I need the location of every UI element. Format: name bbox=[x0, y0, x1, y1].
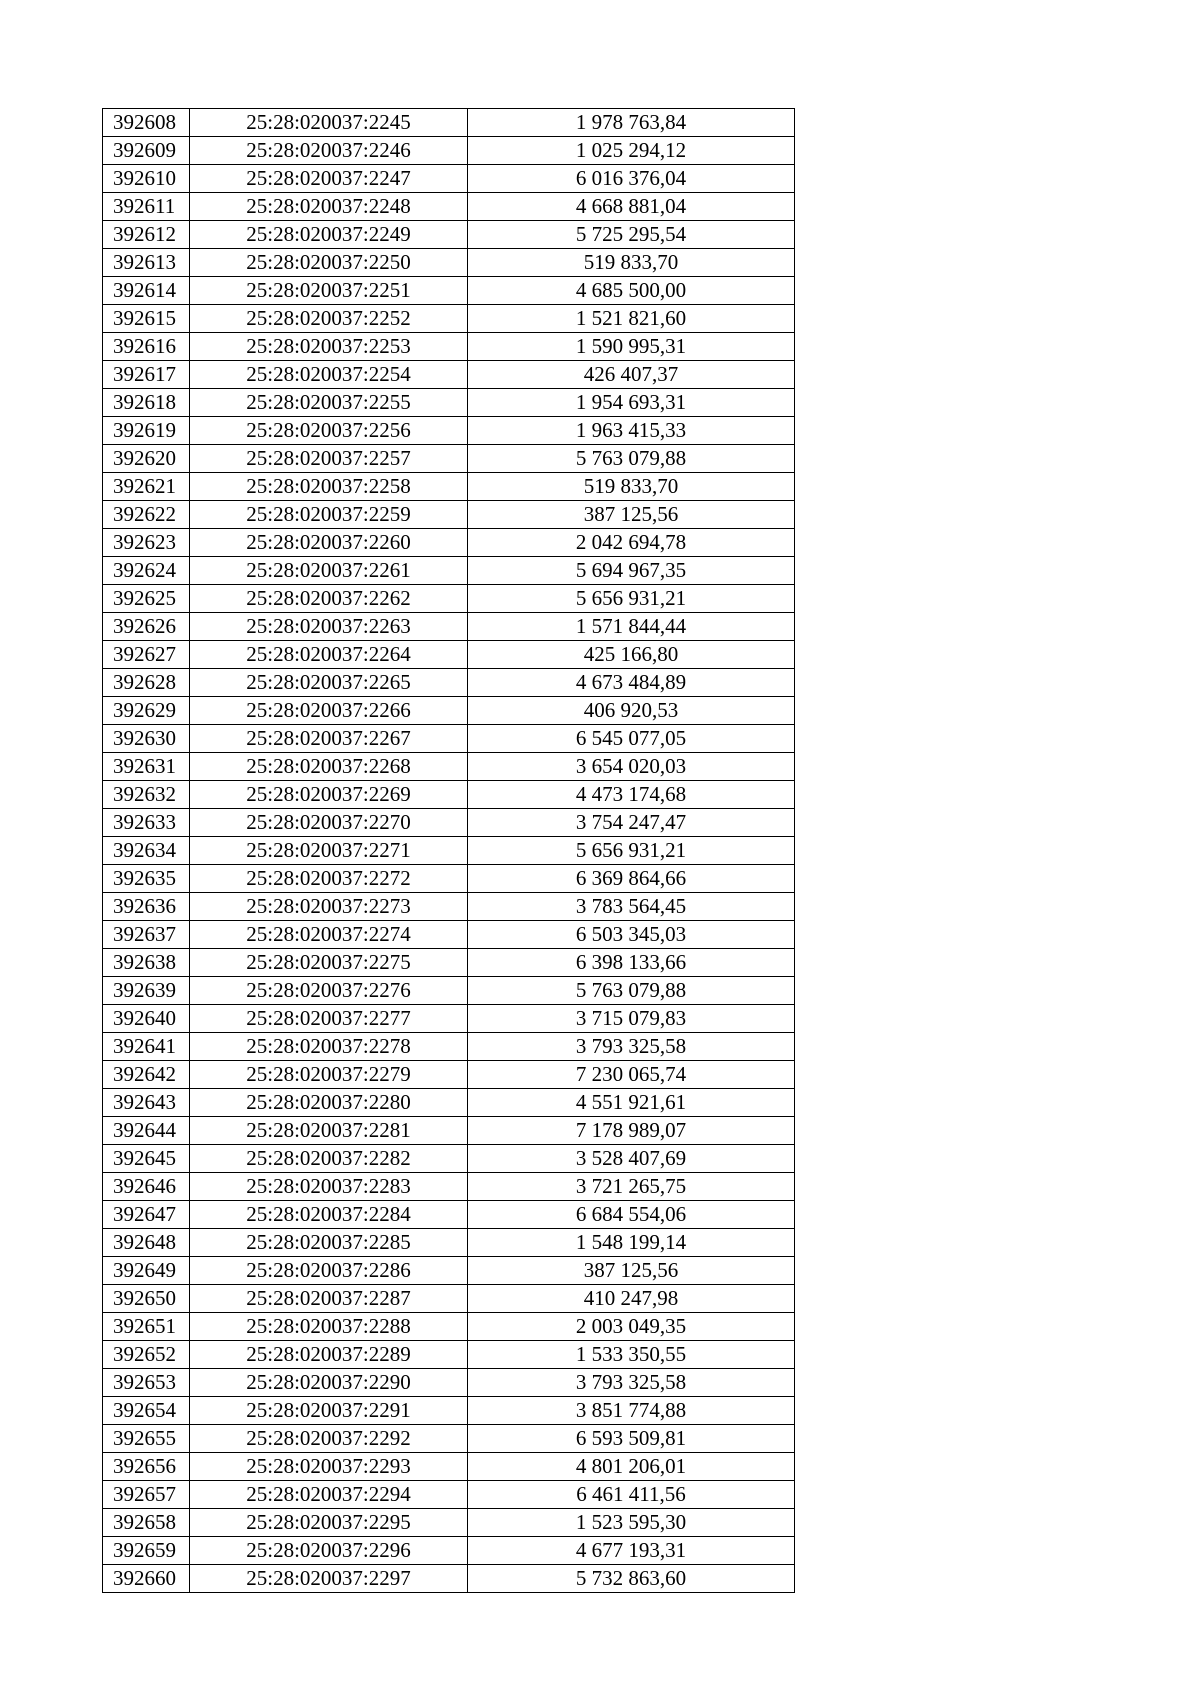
row-number-cell: 392612 bbox=[103, 221, 190, 249]
cadastral-number-cell: 25:28:020037:2286 bbox=[190, 1257, 468, 1285]
row-number-cell: 392644 bbox=[103, 1117, 190, 1145]
row-number-cell: 392621 bbox=[103, 473, 190, 501]
cadastral-number-cell: 25:28:020037:2278 bbox=[190, 1033, 468, 1061]
cadastral-number-cell: 25:28:020037:2285 bbox=[190, 1229, 468, 1257]
cadastral-value-cell: 6 369 864,66 bbox=[468, 865, 795, 893]
table-row bbox=[103, 781, 795, 809]
cadastral-value-cell: 5 732 863,60 bbox=[468, 1565, 795, 1593]
row-number-cell: 392660 bbox=[103, 1565, 190, 1593]
table-row bbox=[103, 669, 795, 697]
cadastral-value-table bbox=[102, 108, 795, 1593]
cadastral-number-cell: 25:28:020037:2247 bbox=[190, 165, 468, 193]
cadastral-number-cell: 25:28:020037:2292 bbox=[190, 1425, 468, 1453]
cadastral-number-cell: 25:28:020037:2288 bbox=[190, 1313, 468, 1341]
table-row bbox=[103, 837, 795, 865]
cadastral-number-cell: 25:28:020037:2267 bbox=[190, 725, 468, 753]
cadastral-number-cell: 25:28:020037:2248 bbox=[190, 193, 468, 221]
table-row bbox=[103, 305, 795, 333]
table-row bbox=[103, 585, 795, 613]
row-number-cell: 392647 bbox=[103, 1201, 190, 1229]
cadastral-number-cell: 25:28:020037:2295 bbox=[190, 1509, 468, 1537]
row-number-cell: 392654 bbox=[103, 1397, 190, 1425]
table-row bbox=[103, 165, 795, 193]
table-row bbox=[103, 529, 795, 557]
row-number-cell: 392615 bbox=[103, 305, 190, 333]
row-number-cell: 392624 bbox=[103, 557, 190, 585]
cadastral-number-cell: 25:28:020037:2245 bbox=[190, 109, 468, 137]
row-number-cell: 392619 bbox=[103, 417, 190, 445]
cadastral-value-cell: 6 503 345,03 bbox=[468, 921, 795, 949]
cadastral-number-cell: 25:28:020037:2274 bbox=[190, 921, 468, 949]
table-row bbox=[103, 1425, 795, 1453]
row-number-cell: 392625 bbox=[103, 585, 190, 613]
cadastral-value-cell: 6 016 376,04 bbox=[468, 165, 795, 193]
cadastral-number-cell: 25:28:020037:2291 bbox=[190, 1397, 468, 1425]
row-number-cell: 392643 bbox=[103, 1089, 190, 1117]
cadastral-number-cell: 25:28:020037:2282 bbox=[190, 1145, 468, 1173]
cadastral-number-cell: 25:28:020037:2252 bbox=[190, 305, 468, 333]
row-number-cell: 392636 bbox=[103, 893, 190, 921]
cadastral-number-cell: 25:28:020037:2290 bbox=[190, 1369, 468, 1397]
cadastral-value-cell: 410 247,98 bbox=[468, 1285, 795, 1313]
row-number-cell: 392658 bbox=[103, 1509, 190, 1537]
row-number-cell: 392651 bbox=[103, 1313, 190, 1341]
cadastral-number-cell: 25:28:020037:2296 bbox=[190, 1537, 468, 1565]
cadastral-value-cell: 3 654 020,03 bbox=[468, 753, 795, 781]
row-number-cell: 392645 bbox=[103, 1145, 190, 1173]
table-row bbox=[103, 865, 795, 893]
cadastral-number-cell: 25:28:020037:2289 bbox=[190, 1341, 468, 1369]
cadastral-number-cell: 25:28:020037:2255 bbox=[190, 389, 468, 417]
cadastral-number-cell: 25:28:020037:2272 bbox=[190, 865, 468, 893]
cadastral-number-cell: 25:28:020037:2266 bbox=[190, 697, 468, 725]
row-number-cell: 392626 bbox=[103, 613, 190, 641]
cadastral-number-cell: 25:28:020037:2276 bbox=[190, 977, 468, 1005]
row-number-cell: 392627 bbox=[103, 641, 190, 669]
cadastral-number-cell: 25:28:020037:2283 bbox=[190, 1173, 468, 1201]
cadastral-value-cell: 5 656 931,21 bbox=[468, 585, 795, 613]
cadastral-value-cell: 5 763 079,88 bbox=[468, 977, 795, 1005]
table-row bbox=[103, 361, 795, 389]
cadastral-number-cell: 25:28:020037:2277 bbox=[190, 1005, 468, 1033]
cadastral-value-cell: 1 521 821,60 bbox=[468, 305, 795, 333]
cadastral-number-cell: 25:28:020037:2293 bbox=[190, 1453, 468, 1481]
cadastral-value-cell: 519 833,70 bbox=[468, 249, 795, 277]
table-row bbox=[103, 1257, 795, 1285]
row-number-cell: 392618 bbox=[103, 389, 190, 417]
table-row bbox=[103, 1565, 795, 1593]
cadastral-value-cell: 1 571 844,44 bbox=[468, 613, 795, 641]
cadastral-number-cell: 25:28:020037:2294 bbox=[190, 1481, 468, 1509]
table-row bbox=[103, 417, 795, 445]
table-body bbox=[103, 109, 795, 1593]
table-row bbox=[103, 1117, 795, 1145]
cadastral-value-cell: 426 407,37 bbox=[468, 361, 795, 389]
cadastral-number-cell: 25:28:020037:2256 bbox=[190, 417, 468, 445]
cadastral-value-cell: 3 851 774,88 bbox=[468, 1397, 795, 1425]
row-number-cell: 392617 bbox=[103, 361, 190, 389]
row-number-cell: 392659 bbox=[103, 1537, 190, 1565]
table-row bbox=[103, 1509, 795, 1537]
cadastral-value-cell: 4 668 881,04 bbox=[468, 193, 795, 221]
table-row bbox=[103, 473, 795, 501]
cadastral-number-cell: 25:28:020037:2297 bbox=[190, 1565, 468, 1593]
cadastral-value-cell: 519 833,70 bbox=[468, 473, 795, 501]
cadastral-number-cell: 25:28:020037:2268 bbox=[190, 753, 468, 781]
table-row bbox=[103, 109, 795, 137]
row-number-cell: 392649 bbox=[103, 1257, 190, 1285]
cadastral-number-cell: 25:28:020037:2253 bbox=[190, 333, 468, 361]
cadastral-number-cell: 25:28:020037:2251 bbox=[190, 277, 468, 305]
cadastral-value-cell: 425 166,80 bbox=[468, 641, 795, 669]
cadastral-value-cell: 1 590 995,31 bbox=[468, 333, 795, 361]
table-row bbox=[103, 753, 795, 781]
table-row bbox=[103, 1173, 795, 1201]
cadastral-value-cell: 5 694 967,35 bbox=[468, 557, 795, 585]
cadastral-value-cell: 5 656 931,21 bbox=[468, 837, 795, 865]
table-row bbox=[103, 557, 795, 585]
row-number-cell: 392611 bbox=[103, 193, 190, 221]
table-row bbox=[103, 389, 795, 417]
cadastral-value-cell: 6 593 509,81 bbox=[468, 1425, 795, 1453]
cadastral-value-cell: 4 801 206,01 bbox=[468, 1453, 795, 1481]
row-number-cell: 392642 bbox=[103, 1061, 190, 1089]
row-number-cell: 392628 bbox=[103, 669, 190, 697]
row-number-cell: 392639 bbox=[103, 977, 190, 1005]
row-number-cell: 392638 bbox=[103, 949, 190, 977]
cadastral-value-cell: 5 763 079,88 bbox=[468, 445, 795, 473]
cadastral-value-cell: 1 533 350,55 bbox=[468, 1341, 795, 1369]
cadastral-number-cell: 25:28:020037:2279 bbox=[190, 1061, 468, 1089]
table-row bbox=[103, 249, 795, 277]
table-row bbox=[103, 137, 795, 165]
cadastral-number-cell: 25:28:020037:2284 bbox=[190, 1201, 468, 1229]
row-number-cell: 392620 bbox=[103, 445, 190, 473]
row-number-cell: 392631 bbox=[103, 753, 190, 781]
cadastral-value-cell: 4 673 484,89 bbox=[468, 669, 795, 697]
cadastral-value-cell: 1 978 763,84 bbox=[468, 109, 795, 137]
cadastral-number-cell: 25:28:020037:2249 bbox=[190, 221, 468, 249]
table-row bbox=[103, 1369, 795, 1397]
cadastral-number-cell: 25:28:020037:2246 bbox=[190, 137, 468, 165]
table-row bbox=[103, 809, 795, 837]
cadastral-value-cell: 6 461 411,56 bbox=[468, 1481, 795, 1509]
table-row bbox=[103, 193, 795, 221]
table-row bbox=[103, 1089, 795, 1117]
cadastral-value-cell: 1 523 595,30 bbox=[468, 1509, 795, 1537]
row-number-cell: 392608 bbox=[103, 109, 190, 137]
table-row bbox=[103, 1453, 795, 1481]
table-row bbox=[103, 977, 795, 1005]
table-row bbox=[103, 725, 795, 753]
cadastral-number-cell: 25:28:020037:2275 bbox=[190, 949, 468, 977]
cadastral-value-cell: 3 715 079,83 bbox=[468, 1005, 795, 1033]
row-number-cell: 392655 bbox=[103, 1425, 190, 1453]
cadastral-value-cell: 6 684 554,06 bbox=[468, 1201, 795, 1229]
cadastral-value-cell: 4 473 174,68 bbox=[468, 781, 795, 809]
row-number-cell: 392633 bbox=[103, 809, 190, 837]
table-row bbox=[103, 333, 795, 361]
cadastral-number-cell: 25:28:020037:2280 bbox=[190, 1089, 468, 1117]
row-number-cell: 392635 bbox=[103, 865, 190, 893]
table-row bbox=[103, 1201, 795, 1229]
row-number-cell: 392657 bbox=[103, 1481, 190, 1509]
cadastral-value-cell: 6 398 133,66 bbox=[468, 949, 795, 977]
cadastral-value-cell: 1 954 693,31 bbox=[468, 389, 795, 417]
cadastral-value-cell: 3 721 265,75 bbox=[468, 1173, 795, 1201]
table-row bbox=[103, 501, 795, 529]
row-number-cell: 392656 bbox=[103, 1453, 190, 1481]
table-row bbox=[103, 921, 795, 949]
row-number-cell: 392646 bbox=[103, 1173, 190, 1201]
cadastral-value-cell: 2 042 694,78 bbox=[468, 529, 795, 557]
table-row bbox=[103, 221, 795, 249]
row-number-cell: 392637 bbox=[103, 921, 190, 949]
cadastral-value-cell: 3 793 325,58 bbox=[468, 1033, 795, 1061]
cadastral-value-cell: 3 754 247,47 bbox=[468, 809, 795, 837]
table-row bbox=[103, 641, 795, 669]
cadastral-value-cell: 4 677 193,31 bbox=[468, 1537, 795, 1565]
cadastral-number-cell: 25:28:020037:2259 bbox=[190, 501, 468, 529]
cadastral-number-cell: 25:28:020037:2260 bbox=[190, 529, 468, 557]
row-number-cell: 392614 bbox=[103, 277, 190, 305]
cadastral-value-cell: 6 545 077,05 bbox=[468, 725, 795, 753]
cadastral-number-cell: 25:28:020037:2269 bbox=[190, 781, 468, 809]
cadastral-number-cell: 25:28:020037:2265 bbox=[190, 669, 468, 697]
table-row bbox=[103, 1313, 795, 1341]
row-number-cell: 392630 bbox=[103, 725, 190, 753]
cadastral-number-cell: 25:28:020037:2281 bbox=[190, 1117, 468, 1145]
cadastral-value-cell: 7 230 065,74 bbox=[468, 1061, 795, 1089]
cadastral-number-cell: 25:28:020037:2262 bbox=[190, 585, 468, 613]
row-number-cell: 392641 bbox=[103, 1033, 190, 1061]
row-number-cell: 392632 bbox=[103, 781, 190, 809]
cadastral-number-cell: 25:28:020037:2273 bbox=[190, 893, 468, 921]
cadastral-value-cell: 406 920,53 bbox=[468, 697, 795, 725]
cadastral-value-cell: 3 528 407,69 bbox=[468, 1145, 795, 1173]
row-number-cell: 392609 bbox=[103, 137, 190, 165]
row-number-cell: 392653 bbox=[103, 1369, 190, 1397]
table-row bbox=[103, 277, 795, 305]
cadastral-number-cell: 25:28:020037:2250 bbox=[190, 249, 468, 277]
cadastral-value-cell: 3 793 325,58 bbox=[468, 1369, 795, 1397]
table-row bbox=[103, 1145, 795, 1173]
table-row bbox=[103, 1033, 795, 1061]
row-number-cell: 392648 bbox=[103, 1229, 190, 1257]
table-row bbox=[103, 893, 795, 921]
table-row bbox=[103, 445, 795, 473]
cadastral-value-cell: 1 548 199,14 bbox=[468, 1229, 795, 1257]
row-number-cell: 392629 bbox=[103, 697, 190, 725]
table-row bbox=[103, 949, 795, 977]
row-number-cell: 392622 bbox=[103, 501, 190, 529]
table-row bbox=[103, 613, 795, 641]
cadastral-number-cell: 25:28:020037:2264 bbox=[190, 641, 468, 669]
cadastral-value-cell: 387 125,56 bbox=[468, 1257, 795, 1285]
row-number-cell: 392650 bbox=[103, 1285, 190, 1313]
cadastral-number-cell: 25:28:020037:2271 bbox=[190, 837, 468, 865]
cadastral-number-cell: 25:28:020037:2263 bbox=[190, 613, 468, 641]
cadastral-number-cell: 25:28:020037:2270 bbox=[190, 809, 468, 837]
row-number-cell: 392613 bbox=[103, 249, 190, 277]
cadastral-number-cell: 25:28:020037:2257 bbox=[190, 445, 468, 473]
table-row bbox=[103, 1005, 795, 1033]
table-row bbox=[103, 1341, 795, 1369]
cadastral-value-cell: 4 685 500,00 bbox=[468, 277, 795, 305]
cadastral-value-cell: 3 783 564,45 bbox=[468, 893, 795, 921]
table-row bbox=[103, 697, 795, 725]
cadastral-number-cell: 25:28:020037:2261 bbox=[190, 557, 468, 585]
table-row bbox=[103, 1061, 795, 1089]
cadastral-value-cell: 1 025 294,12 bbox=[468, 137, 795, 165]
cadastral-number-cell: 25:28:020037:2287 bbox=[190, 1285, 468, 1313]
table-row bbox=[103, 1537, 795, 1565]
table-row bbox=[103, 1481, 795, 1509]
table-row bbox=[103, 1285, 795, 1313]
row-number-cell: 392623 bbox=[103, 529, 190, 557]
cadastral-value-cell: 7 178 989,07 bbox=[468, 1117, 795, 1145]
cadastral-value-cell: 5 725 295,54 bbox=[468, 221, 795, 249]
row-number-cell: 392610 bbox=[103, 165, 190, 193]
row-number-cell: 392634 bbox=[103, 837, 190, 865]
cadastral-value-cell: 2 003 049,35 bbox=[468, 1313, 795, 1341]
cadastral-value-cell: 4 551 921,61 bbox=[468, 1089, 795, 1117]
cadastral-value-cell: 1 963 415,33 bbox=[468, 417, 795, 445]
row-number-cell: 392616 bbox=[103, 333, 190, 361]
row-number-cell: 392652 bbox=[103, 1341, 190, 1369]
table-row bbox=[103, 1229, 795, 1257]
table-row bbox=[103, 1397, 795, 1425]
row-number-cell: 392640 bbox=[103, 1005, 190, 1033]
cadastral-value-cell: 387 125,56 bbox=[468, 501, 795, 529]
cadastral-number-cell: 25:28:020037:2254 bbox=[190, 361, 468, 389]
cadastral-number-cell: 25:28:020037:2258 bbox=[190, 473, 468, 501]
